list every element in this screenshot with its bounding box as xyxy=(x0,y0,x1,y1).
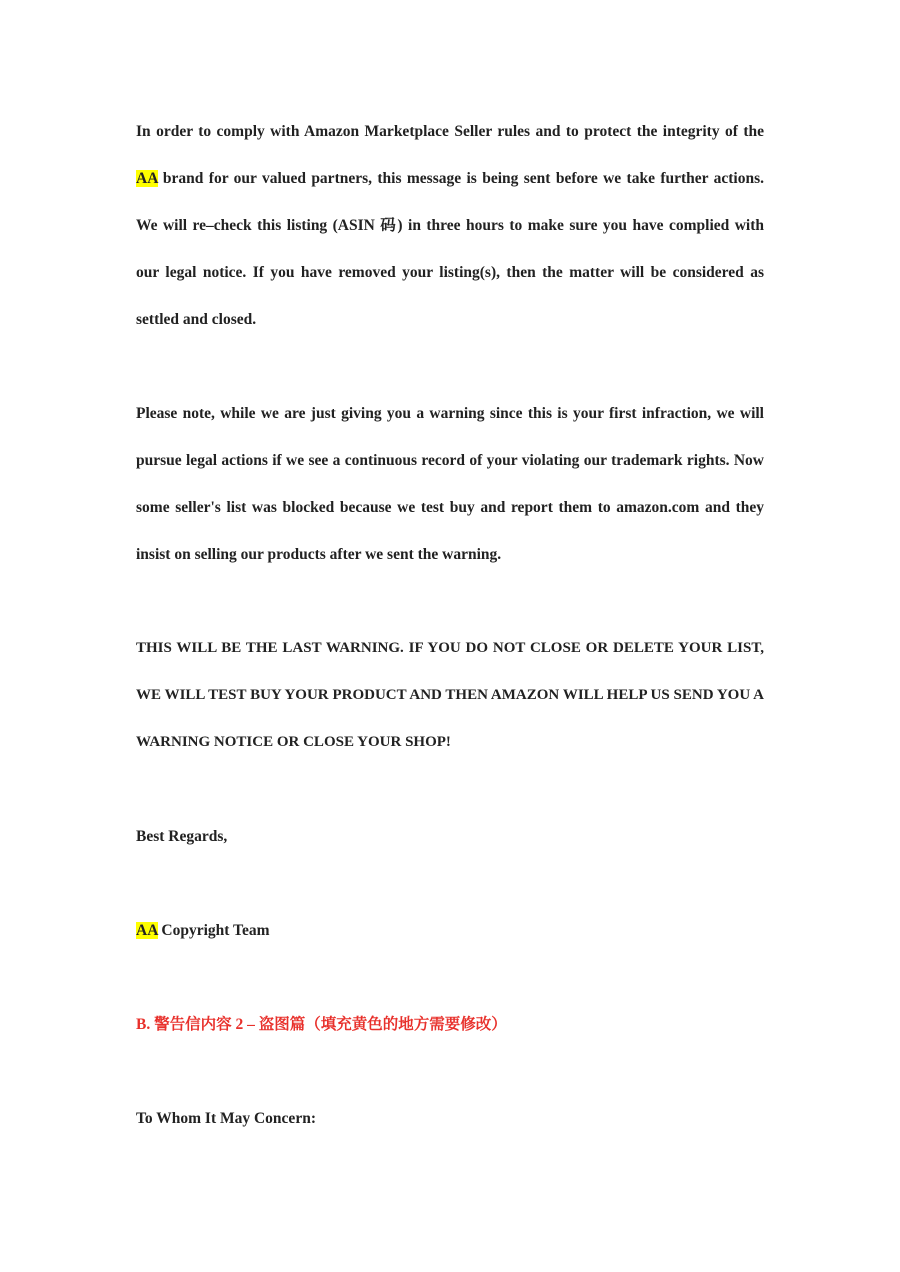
brand-highlight: AA xyxy=(136,170,158,187)
paragraph-compliance-rest: brand for our valued partners, this message is being sent before we take further actions. We will re–check this listing (ASIN 码) in three hours to make sure you have complied with our legal notice. If you have removed your listing(s), then the matter will be considered as settled and closed. xyxy=(136,170,764,328)
section-heading-b: B. 警告信内容 2 – 盗图篇（填充黄色的地方需要修改） xyxy=(136,1016,507,1033)
paragraph-warning-note: Please note, while we are just giving you a warning since this is your first infraction, we will pursue legal actions if we see a continuous record of your violating our trademark rights. Now some seller's list was blocked because we test buy and report them to amazon.com and they insist on selling our products after we sent the warning. xyxy=(136,405,764,563)
paragraph-last-warning: THIS WILL BE THE LAST WARNING. IF YOU DO NOT CLOSE OR DELETE YOUR LIST, WE WILL TEST BUY YOUR PRODUCT AND THEN AMAZON WILL HELP US SEND YOU A WARNING NOTICE OR CLOSE YOUR SHOP! xyxy=(136,640,764,750)
closing-regards: Best Regards, xyxy=(136,828,228,845)
paragraph-compliance-lead: In order to comply with Amazon Marketplace Seller rules and to protect the integrity of the xyxy=(136,123,764,140)
signature-team: Copyright Team xyxy=(157,922,270,939)
greeting-line: To Whom It May Concern: xyxy=(136,1110,316,1127)
signature-brand-highlight: AA xyxy=(136,922,158,939)
paragraph-compliance xyxy=(136,108,764,343)
signature-line xyxy=(136,907,764,954)
document-page xyxy=(136,108,764,1142)
